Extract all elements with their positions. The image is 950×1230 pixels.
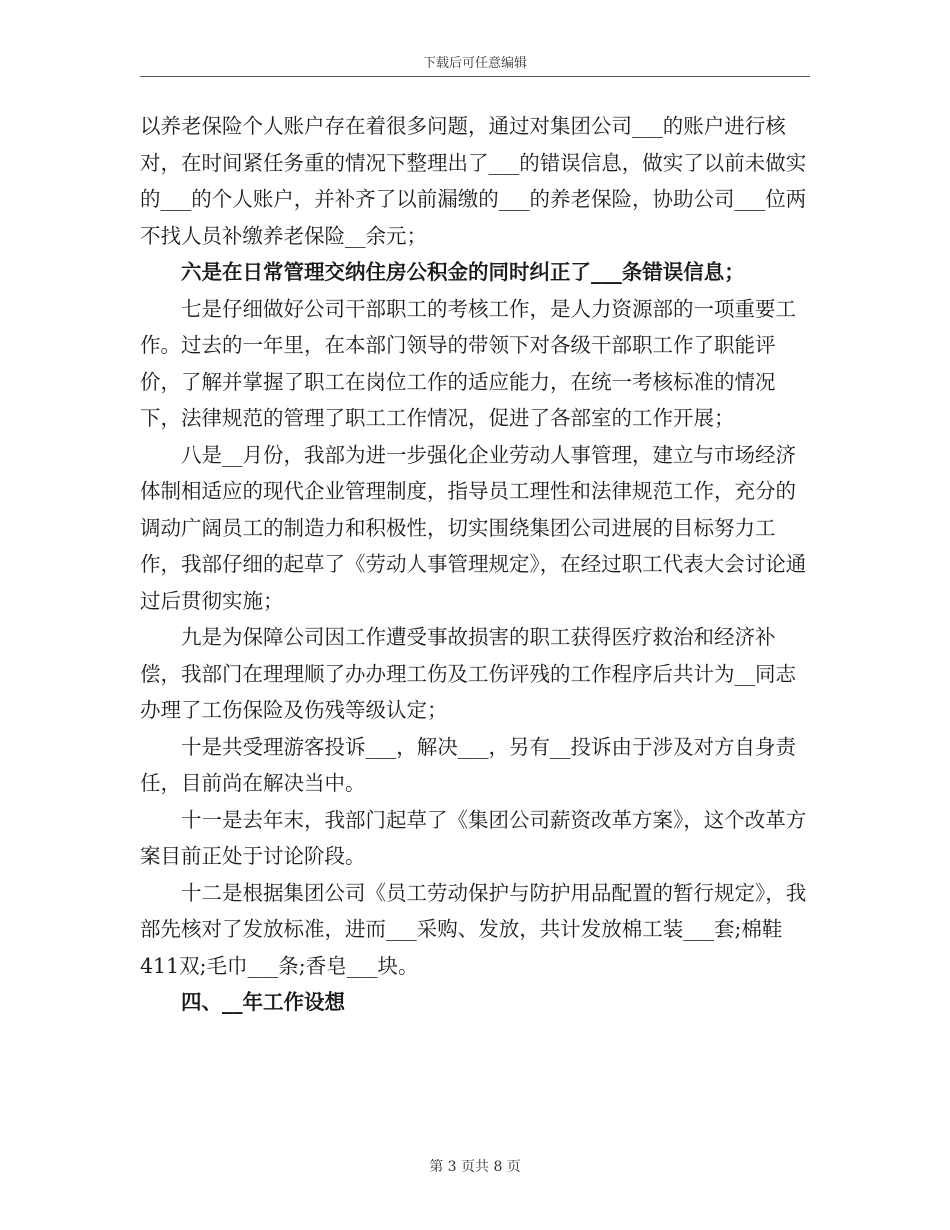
paragraph-continuation: 以养老保险个人账户存在着很多问题，通过对集团公司___的账户进行核对，在时间紧任务重的情况下整理出了___的错误信息，做实了以前未做实的___的个人账户，并补齐了以前漏缴的___的养老保险，协助公司___位两不找人员补缴养老保险__余元； <box>140 114 807 248</box>
section-heading: 四、__年工作设想 <box>181 990 345 1014</box>
paragraph-item-10: 十是共受理游客投诉___，解决___，另有__投诉由于涉及对方自身责任，目前尚在解决当中。 <box>140 734 796 795</box>
paragraph-item-11: 十一是去年末，我部门起草了《集团公司薪资改革方案》，这个改革方案目前正处于讨论阶段。 <box>140 807 807 868</box>
paragraph-item-9: 九是为保障公司因工作遭受事故损害的职工获得医疗救治和经济补偿，我部门在理理顺了办办理工伤及工伤评残的工作程序后共计为__同志办理了工伤保险及伤残等级认定； <box>140 625 796 722</box>
paragraph-item-6: 六是在日常管理交纳住房公积金的同时纠正了___条错误信息； <box>181 260 745 284</box>
paragraph-item-8: 八是__月份，我部为进一步强化企业劳动人事管理，建立与市场经济体制相适应的现代企业管理制度，指导员工理性和法律规范工作，充分的调动广阔员工的制造力和积极性，切实围绕集团公司进展的目标努力工作，我部仔细的起草了《劳动人事管理规定》，在经过职工代表大会讨论通过后贯彻实施； <box>140 442 807 613</box>
page-footer: 第 3 页共 8 页 <box>429 1159 521 1175</box>
header-divider <box>140 76 810 77</box>
paragraph-item-12: 十二是根据集团公司《员工劳动保护与防护用品配置的暂行规定》，我部先核对了发放标准，进而___采购、发放，共计发放棉工装___套;棉鞋411双;毛巾___条;香皂___块。 <box>140 880 807 978</box>
paragraph-item-7: 七是仔细做好公司干部职工的考核工作，是人力资源部的一项重要工作。过去的一年里，在本部门领导的带领下对各级干部职工作了职能评价，了解并掌握了职工在岗位工作的适应能力，在统一考核标准的情况下，法律规范的管理了职工工作情况，促进了各部室的工作开展； <box>140 296 796 430</box>
page-header: 下载后可任意编辑 <box>422 56 527 71</box>
document-body <box>140 108 810 1021</box>
